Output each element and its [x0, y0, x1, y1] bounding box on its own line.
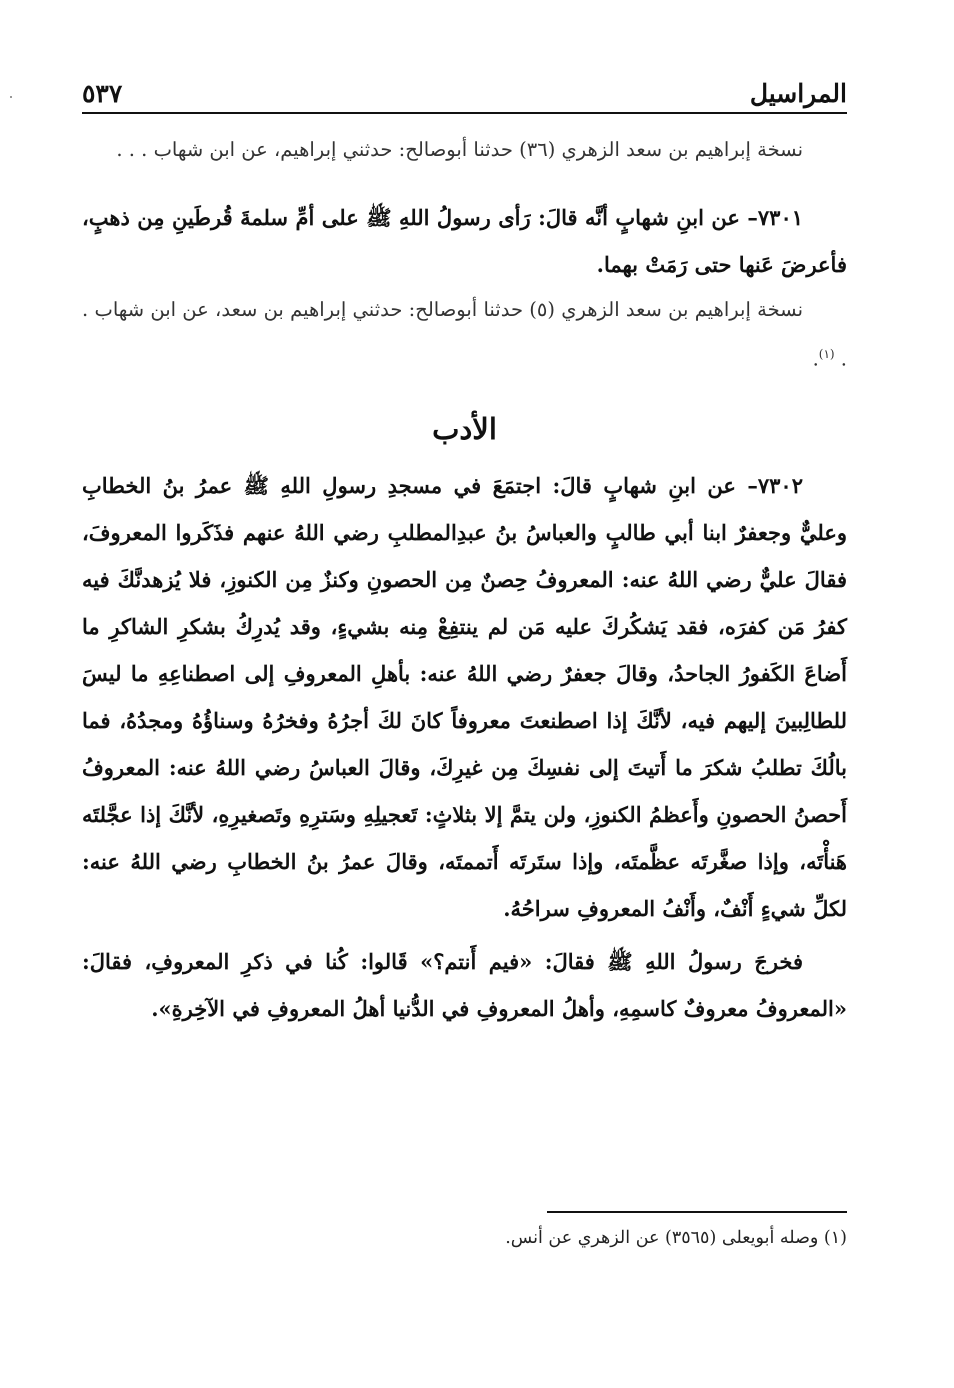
- footnote: (١) وصله أبويعلى (٣٥٦٥) عن الزهري عن أنس.: [505, 1228, 847, 1248]
- source-note-2: [82, 288, 847, 382]
- source-note-1: نسخة إبراهيم بن سعد الزهري (٣٦) حدثنا أبوصالح: حدثني إبراهيم، عن ابن شهاب . . .: [116, 138, 803, 161]
- page-number: ٥٣٧: [82, 79, 123, 108]
- running-title: المراسيل: [749, 79, 847, 108]
- hadith-number: ٧٣٠٢–: [747, 472, 803, 498]
- source-note-end: .: [812, 347, 819, 371]
- page-header: [82, 70, 847, 114]
- hadith-7302: [82, 462, 847, 932]
- hadith-7301: [82, 194, 847, 288]
- hadith-number: ٧٣٠١–: [747, 205, 804, 230]
- hadith-text: عن ابنِ شهابٍ قالَ: اجتمَعَ في مسجدِ رسولِ اللهِ ﷺ عمرُ بنُ الخطابِ وعليٌّ وجعفرٌ ابنا أبي طالبٍ والعباسُ بنُ عبدِالمطلبِ رضي اللهُ عنهم فذَكَروا المعروفَ، فقالَ عليٌّ رضي اللهُ عنه: المعروفُ حِصنٌ مِن الحصونِ وكنزٌ مِن الكنوزِ، فلا يُزهدنَّكَ فيه كفرُ مَن كفرَه، فقد يَشكُركَ عليه مَن لم ينتفِعْ مِنه بشيءٍ، وقد يُدرِكُ بشكرِ الشاكرِ ما أَضاعَ الكَفورُ الجاحدُ، وقالَ جعفرٌ رضي اللهُ عنه: بأهلِ المعروفِ إلى اصطناعِهِ ما ليسَ للطالِبينَ إليهم فيه، لأنَّكَ إذا اصطنعتَ معروفاً كانَ لكَ أجرُهُ وفخرُهُ وسناؤُهُ ومجدُهُ، فما بالُكَ تطلبُ شكرَ ما أَتيتَ إلى نفسِكَ مِن غيرِكَ، وقالَ العباسُ رضي اللهُ عنه: المعروفُ أَحصنُ الحصونِ وأَعظمُ الكنوزِ، ولن يتمَّ إلا بثلاثٍ: تَعجيلِهِ وسَترِهِ وتَصغيرِهِ، لأنَّكَ إذا عجَّلتَه هَنأْتَه، وإذا صغَّرتَه عظَّمتَه، وإذا ستَرتَه أَتممتَه، وقالَ عمرُ بنُ الخطابِ رضي اللهُ عنه: لكلِّ شيءٍ أَنْفٌ، وأَنْفُ المعروفِ سراحُهُ.: [82, 472, 848, 921]
- hadith-7302-continuation: فخرجَ رسولُ اللهِ ﷺ فقالَ: «فيم أَنتم؟» قَالوا: كُنا في ذكرِ المعروفِ، فقالَ: «المعروفُ معروفٌ كاسمِهِ، وأهلُ المعروفِ في الدُّنيا أهلُ المعروفِ في الآخِرةِ».: [82, 948, 847, 1021]
- hadith-text: عن ابنِ شهابٍ أنَّه قالَ: رَأى رسولُ اللهِ ﷺ على أمِّ سلمةَ قُرطَينِ مِن ذهبٍ، فأعرضَ عَنها حتى رَمَتْ بهما.: [82, 205, 847, 277]
- source-note-text: نسخة إبراهيم بن سعد الزهري (٥) حدثنا أبوصالح: حدثني إبراهيم بن سعد، عن ابن شهاب . .: [82, 298, 847, 371]
- section-title: الأدب: [432, 411, 497, 446]
- page: [82, 70, 847, 1370]
- footnote-divider: [547, 1211, 847, 1213]
- margin-mark: [10, 96, 12, 98]
- footnote-reference[interactable]: (١): [818, 347, 835, 361]
